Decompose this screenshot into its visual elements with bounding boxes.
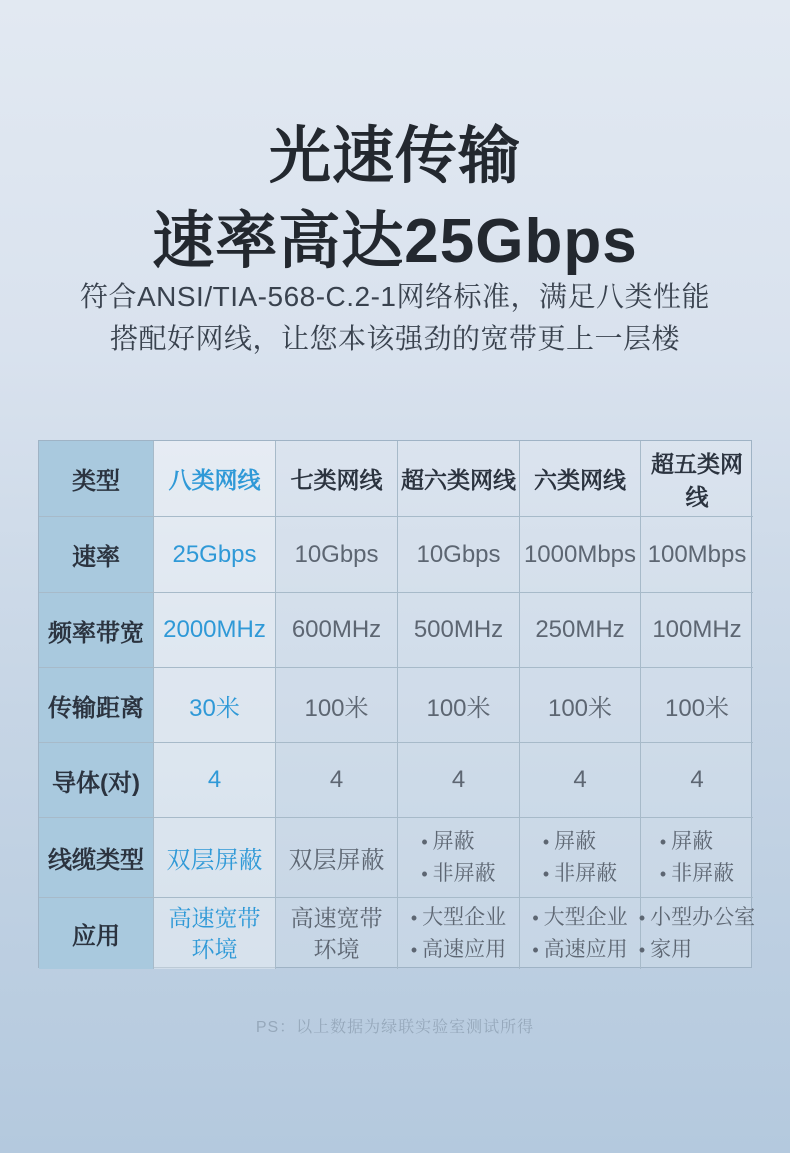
application-line: 高速宽带 [290,904,383,931]
bullet-text: 非屏蔽 [671,861,735,885]
page-title-line1: 光速传输 [268,122,521,191]
cell-cable-type-cat8: 双层屏蔽 [154,818,276,898]
bullet-item [639,937,692,963]
bullet-text: 屏蔽 [432,829,475,853]
bullet-text: 非屏蔽 [554,861,618,885]
bullet-text: 大型企业 [422,905,507,929]
cell-application-cat5e [638,898,756,969]
cell-bandwidth-cat6a: 500MHz [398,593,520,668]
cell-speed-cat6a: 10Gbps [398,517,520,593]
page-title [0,114,790,284]
cell-cable-type-cat6 [520,818,641,898]
application-line: 高速宽带 [168,904,261,931]
comparison-table [38,440,756,968]
bullet-text: 高速应用 [422,937,507,961]
column-header-cat6: 六类网线 [520,441,641,517]
page-subtitle [0,276,790,360]
bullet-text: 屏蔽 [554,829,597,853]
cell-conductors-cat6a: 4 [398,743,520,818]
bullet-icon: • [659,863,667,884]
row-label-type: 类型 [39,441,154,517]
bullet-icon: • [410,939,418,960]
cell-application-cat6 [520,898,641,969]
cell-bandwidth-cat7: 600MHz [276,593,398,668]
row-label-cable-type: 线缆类型 [39,818,154,898]
cell-cable-type-cat5e [641,818,753,898]
bullet-icon: • [659,831,667,852]
bullet-icon: • [421,863,428,884]
cell-distance-cat6: 100米 [520,668,641,743]
cell-distance-cat8: 30米 [154,668,276,743]
application-line: 环境 [313,935,360,962]
bullet-item [660,829,713,855]
cell-speed-cat7: 10Gbps [276,517,398,593]
cell-speed-cat5e: 100Mbps [641,517,753,593]
cell-distance-cat5e: 100米 [641,668,753,743]
bullet-icon: • [542,831,550,852]
footer-note: PS：以上数据为绿联实验室测试所得 [255,1019,535,1036]
bullet-item [421,861,495,887]
bullet-icon: • [410,907,418,928]
page-title-line2: 速率高达25Gbps [152,207,638,276]
cell-conductors-cat7: 4 [276,743,398,818]
bullet-text: 屏蔽 [671,829,714,853]
cell-bandwidth-cat8: 2000MHz [154,593,276,668]
bullet-icon: • [638,907,646,928]
column-header-cat5e: 超五类网线 [641,441,753,517]
bullet-text: 非屏蔽 [432,861,496,885]
bullet-icon: • [638,939,646,960]
cell-cable-type-cat7: 双层屏蔽 [276,818,398,898]
cell-cable-type-cat6a [398,818,520,898]
subtitle-line2: 搭配好网线，让您本该强劲的宽带更上一层楼 [109,323,680,354]
bullet-item [421,829,474,855]
bullet-icon: • [421,831,428,852]
column-header-cat7: 七类网线 [276,441,398,517]
cell-application-cat6a [398,898,520,969]
column-header-cat8: 八类网线 [154,441,276,517]
application-line: 环境 [191,935,238,962]
bullet-item [411,905,506,931]
bullet-item [543,829,596,855]
row-label-bandwidth: 频率带宽 [39,593,154,668]
bullet-item [639,905,755,931]
bullet-text: 大型企业 [543,905,628,929]
cell-conductors-cat8: 4 [154,743,276,818]
cell-conductors-cat5e: 4 [641,743,753,818]
bullet-item [411,937,506,963]
bullet-text: 家用 [650,937,693,961]
row-label-speed: 速率 [39,517,154,593]
cell-application-cat7 [276,898,398,969]
cell-distance-cat7: 100米 [276,668,398,743]
column-header-cat6a: 超六类网线 [398,441,520,517]
row-label-application: 应用 [39,898,154,969]
cell-speed-cat8: 25Gbps [154,517,276,593]
bullet-text: 小型办公室 [650,905,756,929]
row-label-distance: 传输距离 [39,668,154,743]
bullet-item [660,861,734,887]
cell-distance-cat6a: 100米 [398,668,520,743]
bullet-icon: • [532,939,539,960]
cell-speed-cat6: 1000Mbps [520,517,641,593]
bullet-item [532,905,627,931]
row-label-conductors: 导体(对) [39,743,154,818]
subtitle-line1: 符合ANSI/TIA-568-C.2-1网络标准，满足八类性能 [79,281,711,312]
cell-bandwidth-cat6: 250MHz [520,593,641,668]
bullet-icon: • [532,907,539,928]
bullet-icon: • [542,863,550,884]
cell-application-cat8 [154,898,276,969]
bullet-item [543,861,617,887]
bullet-text: 高速应用 [543,937,628,961]
cell-bandwidth-cat5e: 100MHz [641,593,753,668]
bullet-item [532,937,627,963]
cell-conductors-cat6: 4 [520,743,641,818]
